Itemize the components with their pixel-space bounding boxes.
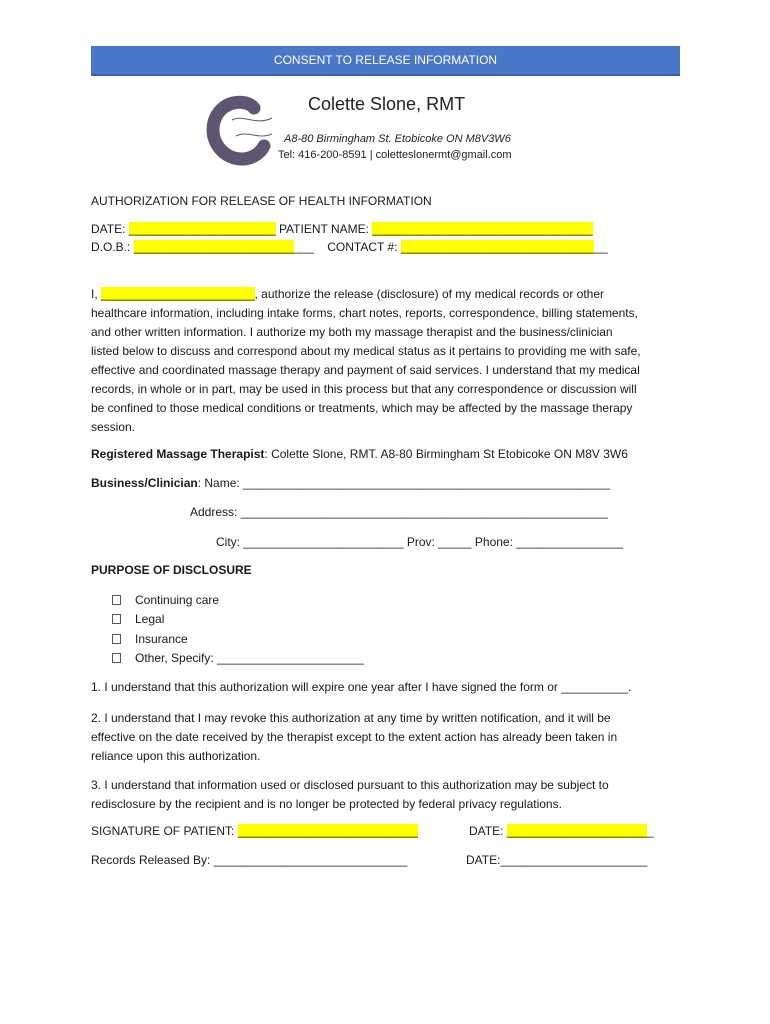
purpose-option-legal[interactable]: [112, 610, 364, 630]
statement-revoke: [91, 709, 685, 766]
authorization-line: healthcare information, including intake forms, chart notes, reports, correspondence, billing statements,: [91, 306, 638, 320]
statement-line: 3. I understand that information used or disclosed pursuant to this authorization may be subject to: [91, 778, 609, 792]
purpose-option-label: Continuing care: [135, 592, 220, 607]
patient-date-label: DATE:: [469, 824, 507, 838]
purpose-option-insurance[interactable]: [112, 629, 364, 649]
patient-name-label: PATIENT NAME:: [275, 222, 373, 236]
released-date-field[interactable]: ______________________: [500, 853, 648, 867]
authorization-paragraph: [91, 285, 685, 437]
date-patient-row: [91, 222, 593, 236]
purpose-heading: PURPOSE OF DISCLOSURE: [91, 563, 252, 577]
patient-name-field[interactable]: _________________________________: [372, 222, 593, 236]
therapist-row: [91, 447, 628, 461]
statement-line: effective on the date received by the therapist except to the extent action has already been taken in: [91, 730, 618, 744]
patient-signature-field[interactable]: ___________________________: [237, 824, 418, 838]
clinician-label: Business/Clinician: [91, 476, 198, 490]
patient-signature-row: [91, 824, 418, 838]
authorizing-name-field[interactable]: _______________________: [101, 287, 255, 301]
authorization-prefix: I,: [91, 287, 102, 301]
dob-label: D.O.B.:: [91, 240, 134, 254]
therapist-value: : Colette Slone, RMT. A8-80 Birmingham St Etobicoke ON M8V 3W6: [264, 447, 628, 461]
released-date-label: DATE:: [466, 853, 501, 867]
authorization-text: , authorize the release (disclosure) of my medical records or other: [254, 287, 604, 301]
clinician-city-prov-phone-field[interactable]: City: ________________________ Prov: _____ Phone: ________________: [216, 535, 624, 549]
dob-field[interactable]: ________________________: [133, 240, 294, 254]
authorization-line: and other written information. I authorize my both my massage therapist and the business/clinician: [91, 325, 613, 339]
statement-line: reliance upon this authorization.: [91, 749, 261, 763]
date-field[interactable]: ______________________: [128, 222, 276, 236]
clinic-name: Colette Slone, RMT: [308, 94, 466, 114]
records-released-row: [91, 853, 407, 867]
authorization-line: session.: [91, 420, 136, 434]
contact-field[interactable]: _____________________________: [400, 240, 595, 254]
authorization-line: records, in whole or in part, may be used in this process but that any correspondence or discussion will: [91, 382, 637, 396]
form-title-banner: [91, 46, 680, 76]
records-released-label: Records Released By:: [91, 853, 214, 867]
clinician-name-row: [91, 476, 610, 490]
statement-line: 2. I understand that I may revoke this authorization at any time by written notification, and it will be: [91, 711, 611, 725]
purpose-option-other[interactable]: [112, 649, 364, 669]
clinic-address: A8-80 Birmingham St. Etobicoke ON M8V3W6: [284, 133, 511, 145]
clinic-contact: Tel: 416-200-8591 | coletteslonermt@gmail.com: [278, 149, 512, 161]
authorization-line: listed below to discuss and correspond about my medical status as it pertains to providing me with safe,: [91, 344, 641, 358]
purpose-option-label: Insurance: [135, 631, 188, 646]
released-date-row: [466, 853, 647, 867]
statement-line: redisclosure by the recipient and is no longer be protected by federal privacy regulations.: [91, 797, 562, 811]
authorization-line: be confined to those medical conditions or treatments, which may be affected by the massage therapy: [91, 401, 633, 415]
checkbox[interactable]: [112, 653, 121, 663]
statement-redisclosure: [91, 776, 685, 814]
therapist-label: Registered Massage Therapist: [91, 447, 265, 461]
contact-label: CONTACT #:: [327, 240, 401, 254]
clinician-name-field[interactable]: : Name: _______________________________________________________: [197, 476, 611, 490]
patient-signature-label: SIGNATURE OF PATIENT:: [91, 824, 238, 838]
patient-date-trailing-line: _: [646, 824, 654, 838]
purpose-checklist: [112, 590, 364, 668]
form-title: CONSENT TO RELEASE INFORMATION: [273, 53, 498, 67]
purpose-option-label: Legal: [135, 612, 165, 627]
authorization-line: effective and coordinated massage therapy and payment of said services. I understand that my medical: [91, 363, 640, 377]
contact-trailing-line: __: [594, 240, 608, 254]
purpose-option-label: Other, Specify: ______________________: [135, 651, 364, 666]
records-released-field[interactable]: _____________________________: [213, 853, 408, 867]
dob-contact-row: [91, 240, 608, 254]
checkbox[interactable]: [112, 614, 121, 624]
checkbox[interactable]: [112, 595, 121, 605]
clinician-address-field[interactable]: Address: _______________________________________________________: [190, 505, 608, 519]
authorization-line-1: [91, 285, 685, 304]
checkbox[interactable]: [112, 634, 121, 644]
date-label: DATE:: [91, 222, 129, 236]
clinic-logo: [206, 94, 276, 166]
patient-date-row: [469, 824, 654, 838]
authorization-heading: AUTHORIZATION FOR RELEASE OF HEALTH INFORMATION: [91, 194, 432, 208]
dob-trailing-line: ___: [293, 240, 314, 254]
patient-date-field[interactable]: _____________________: [506, 824, 647, 838]
statement-expiry: 1. I understand that this authorization will expire one year after I have signed the form or __________.: [91, 680, 632, 694]
purpose-option-continuing-care[interactable]: [112, 590, 364, 610]
